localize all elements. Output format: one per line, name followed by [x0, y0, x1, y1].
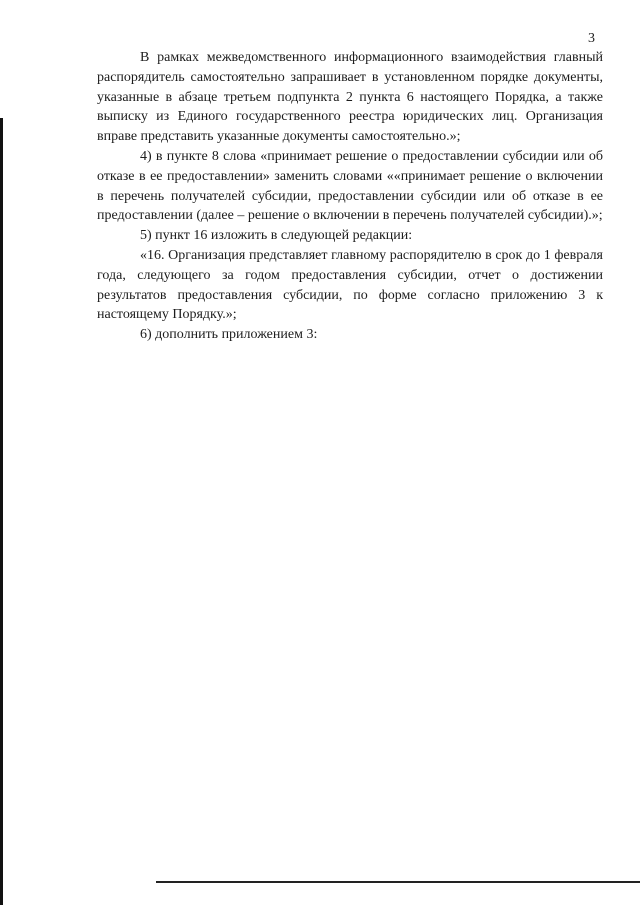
- scan-edge-bottom: [156, 881, 640, 883]
- paragraph-item-6: 6) дополнить приложением 3:: [140, 327, 318, 343]
- paragraph-item-5: 5) пункт 16 изложить в следующей редакции:: [140, 228, 413, 244]
- paragraph-clause-16: «16. Организация представляет главному распорядителю в срок до 1 февраля года, следующего за годом предоставления субсидии, отчет о достижении результатов предоставления субсидии, по форме согласно приложению 3 к настоящему Порядку.»;: [97, 247, 603, 323]
- paragraph-item-4: 4) в пункте 8 слова «принимает решение о предоставлении субсидии или об отказе в ее предоставлении» заменить словами ««принимает решение о включении в перечень получателей субсидии, предоставлении субсидии или об отказе в ее предоставлении (далее – решение о включении в перечень получателей субсидии).»;: [97, 148, 603, 224]
- scan-edge-left: [0, 118, 3, 905]
- paragraph-interagency-interaction: В рамках межведомственного информационного взаимодействия главный распорядитель самостоятельно запрашивает в установленном порядке документы, указанные в абзаце третьем подпункта 2 пункта 6 настоящего Порядка, а также выписку из Единого государственного реестра юридических лиц. Организация вправе представить указанные документы самостоятельно.»;: [97, 50, 603, 145]
- document-body: [97, 48, 603, 345]
- page-number: 3: [588, 31, 595, 46]
